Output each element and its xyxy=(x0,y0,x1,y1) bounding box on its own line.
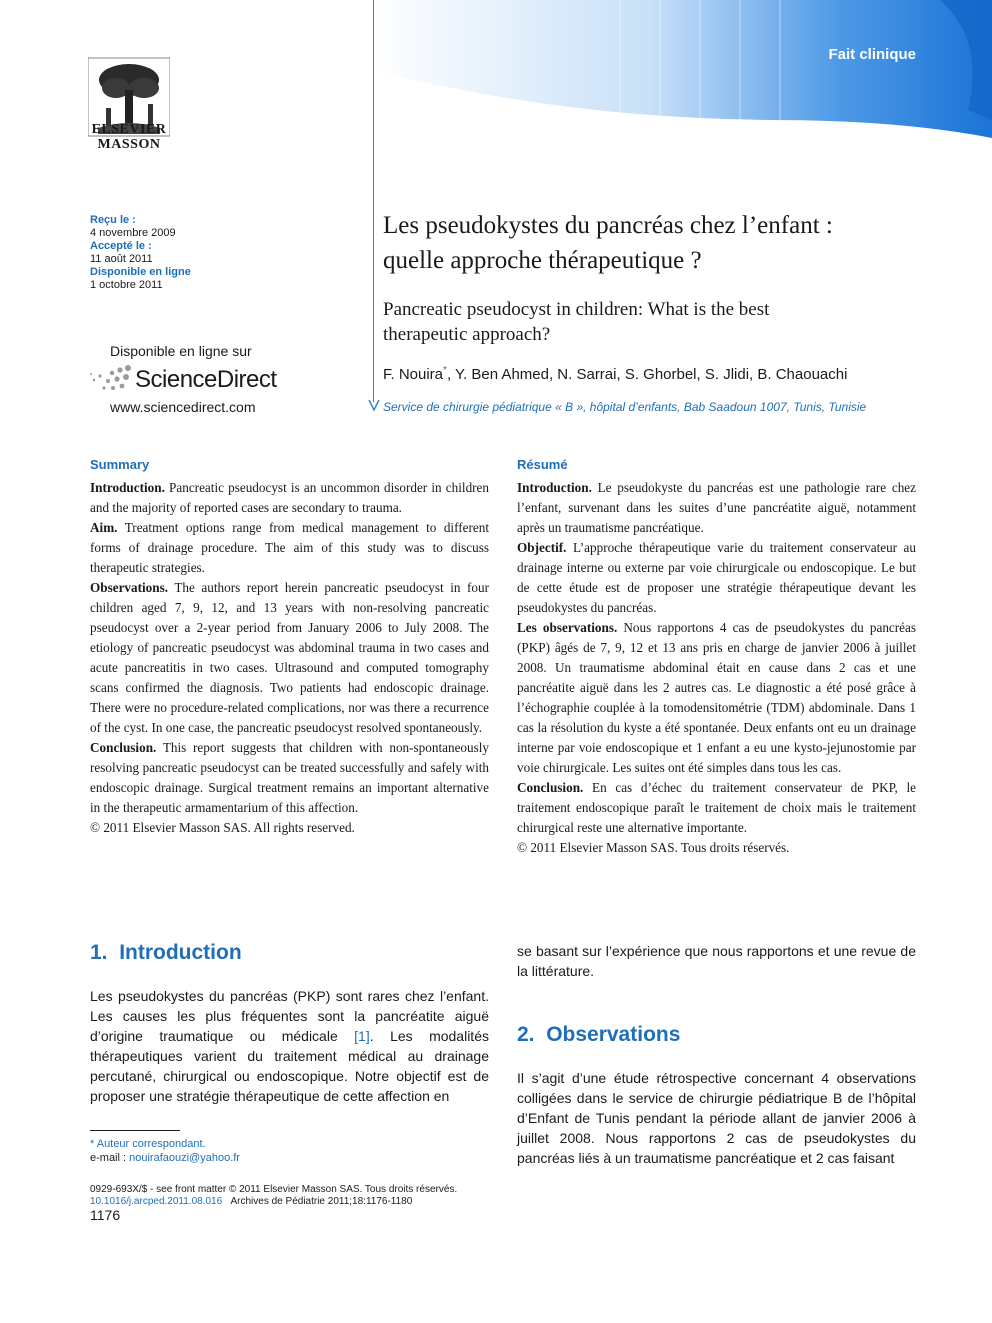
resume-concl-label: Conclusion. xyxy=(517,780,584,795)
section-heading-introduction xyxy=(90,941,242,965)
resume-obs-label: Les observations. xyxy=(517,620,618,635)
sciencedirect-dots-icon xyxy=(88,364,134,394)
article-title-fr xyxy=(383,208,943,278)
received-label: Reçu le : xyxy=(90,214,136,226)
intro-text-b: . Les modalités thérapeutiques varient du traitement médical au drainage percutané, chirurgical ou endoscopique. Notre objectif est de proposer une stratégie thérapeutique de cette affection en xyxy=(90,1028,489,1104)
author-rest: , Y. Ben Ahmed, N. Sarrai, S. Ghorbel, S. Jlidi, B. Chaouachi xyxy=(446,366,848,383)
resume-heading: Résumé xyxy=(517,457,568,472)
corresponding-author-note: * Auteur correspondant. xyxy=(90,1138,206,1150)
online-date: 1 octobre 2011 xyxy=(90,279,163,291)
summary-obs-label: Observations. xyxy=(90,580,169,595)
issn-line: 0929-693X/$ - see front matter © 2011 Elsevier Masson SAS. Tous droits réservés. xyxy=(90,1184,458,1195)
introduction-text xyxy=(90,986,489,1106)
summary-heading: Summary xyxy=(90,457,150,472)
sd-available-text: Disponible en ligne sur xyxy=(110,343,252,359)
title-fr-line-2: quelle approche thérapeutique ? xyxy=(383,247,702,274)
summary-aim-label: Aim. xyxy=(90,520,118,535)
publisher-name: ELSEVIER xyxy=(91,122,167,137)
resume-copyright: © 2011 Elsevier Masson SAS. Tous droits réservés. xyxy=(517,840,790,855)
section-title: Observations xyxy=(546,1023,681,1046)
header-vertical-rule xyxy=(373,0,374,402)
intro-continuation-text: se basant sur l’expérience que nous rapportons et une revue de la littérature. xyxy=(517,943,916,979)
email-line xyxy=(90,1151,240,1165)
summary-concl: This report suggests that children with non-spontaneously resolving pancreatic pseudocyst can be treated successfully and safely with endoscopic drainage. Surgical treatment remains an important alternative in the therapeutic armamentarium of this affection. xyxy=(90,740,489,815)
article-type-label: Fait clinique xyxy=(828,46,916,63)
author-first: F. Nouira xyxy=(383,366,444,383)
sciencedirect-name: ScienceDirect xyxy=(135,366,277,393)
author-list xyxy=(383,365,847,383)
section-number: 1. xyxy=(90,941,108,964)
observations-paragraph: Il s’agit d’une étude rétrospective concernant 4 observations colligées dans le service de chirurgie pédiatrique B de l’hôpital d’Enfant de Tunis pendant la période allant de janvier 2006 à juillet 2008. Nous rapportons 2 cas de pseudokystes du pancréas liés à un traumatisme pancréatique et 2 cas faisant xyxy=(517,1070,916,1166)
journal-reference: Archives de Pédiatrie 2011;18:1176-1180 xyxy=(230,1196,413,1207)
online-label: Disponible en ligne xyxy=(90,266,191,278)
summary-concl-label: Conclusion. xyxy=(90,740,157,755)
summary-obs: The authors report herein pancreatic pseudocyst in four children aged 7, 9, 12, and 13 years with non-resolving pancreatic pseudocyst over a 2-year period from January 2006 to July 2008. The etiology of pancreatic pseudocyst was abdominal trauma in two cases and acute pancreatitis in two cases. Ultrasound and computed tomography scans confirmed the diagnosis. Two patients had endoscopic drainage. There were no procedure-related complications, nor was there a recurrence of the cyst. In one case, the pancreatic pseudocyst resolved spontaneously. xyxy=(90,580,489,735)
title-en-line-2: therapeutic approach? xyxy=(383,324,551,345)
resume-concl: En cas d’échec du traitement conservateur de PKP, le traitement endoscopique paraît le traitement de choix mais le traitement chirurgical reste une alternative importante. xyxy=(517,780,916,835)
introduction-continuation xyxy=(517,941,916,981)
summary-copyright: © 2011 Elsevier Masson SAS. All rights reserved. xyxy=(90,820,355,835)
intro-text-a: Les pseudokystes du pancréas (PKP) sont rares chez l’enfant. Les causes les plus fréquentes sont la pancréatite aiguë d’origine traumatique ou médicale xyxy=(90,988,489,1044)
resume-abstract xyxy=(517,455,916,858)
page-number: 1176 xyxy=(90,1207,121,1223)
observations-text xyxy=(517,1068,916,1168)
footnote xyxy=(90,1137,240,1165)
resume-intro: Le pseudokyste du pancréas est une pathologie rare chez l’enfant, survenant dans les suites d’une pancréatite aiguë, notamment après un traumatisme pancréatique. xyxy=(517,480,917,535)
doi-link[interactable]: 10.1016/j.arcped.2011.08.016 xyxy=(90,1196,223,1207)
arrow-down-icon xyxy=(368,398,380,412)
accepted-date: 11 août 2011 xyxy=(90,253,153,265)
summary-intro-label: Introduction. xyxy=(90,480,165,495)
publication-info xyxy=(90,1184,457,1208)
resume-obs: Nous rapportons 4 cas de pseudokystes du pancréas (PKP) âgés de 7, 9, 12 et 13 ans pris en charge de janvier 2006 à juillet 2008. Un traumatisme abdominal était en cause dans 2 cas et une pancréatite aiguë dans les 2 autres cas. Le diagnostic a été posé grâce à l’échographie couplée à la tomodensitométrie (TDM) abdominale. Dans 1 cas la résolution du kyste a été spontanée. Deux enfants ont eu un drainage interne par voie endoscopique et 1 enfant a eu une kysto-jejunostomie par voie chirurgicale. Les suites ont été simples dans tous les cas. xyxy=(517,620,917,775)
article-dates xyxy=(90,214,191,292)
summary-abstract xyxy=(90,455,489,838)
section-title: Introduction xyxy=(119,941,242,964)
resume-obj-label: Objectif. xyxy=(517,540,567,555)
publisher-name-2: MASSON xyxy=(97,137,161,152)
section-number: 2. xyxy=(517,1023,535,1046)
citation-link[interactable]: [1] xyxy=(354,1028,370,1044)
article-title-en xyxy=(383,297,903,347)
summary-aim: Treatment options range from medical management to different forms of drainage procedure. The aim of this study was to discuss therapeutic strategies. xyxy=(90,520,489,575)
email-link[interactable]: nouirafaouzi@yahoo.fr xyxy=(129,1152,240,1164)
sciencedirect-logo[interactable] xyxy=(88,362,288,398)
title-fr-line-1: Les pseudokystes du pancréas chez l’enfant : xyxy=(383,212,833,239)
title-en-line-1: Pancreatic pseudocyst in children: What is the best xyxy=(383,299,770,320)
received-date: 4 novembre 2009 xyxy=(90,227,176,239)
footnote-rule xyxy=(90,1130,180,1131)
resume-intro-label: Introduction. xyxy=(517,480,592,495)
sciencedirect-url[interactable]: www.sciencedirect.com xyxy=(110,399,256,415)
accepted-label: Accepté le : xyxy=(90,240,152,252)
resume-obj: L’approche thérapeutique varie du traitement conservateur au drainage interne ou externe par voie chirurgicale ou endoscopique. Le but de cette étude est de proposer une stratégie thérapeutique devant les pseudokystes du pancréas. xyxy=(517,540,916,615)
affiliation: Service de chirurgie pédiatrique « B », hôpital d’enfants, Bab Saadoun 1007, Tunis, Tunisie xyxy=(383,400,867,414)
section-heading-observations xyxy=(517,1023,680,1047)
email-label: e-mail : xyxy=(90,1152,127,1164)
corresponding-author-mark[interactable]: * xyxy=(443,365,447,376)
doi-line xyxy=(90,1196,457,1208)
summary-intro: Pancreatic pseudocyst is an uncommon disorder in children and the majority of reported cases are secondary to trauma. xyxy=(90,480,489,515)
